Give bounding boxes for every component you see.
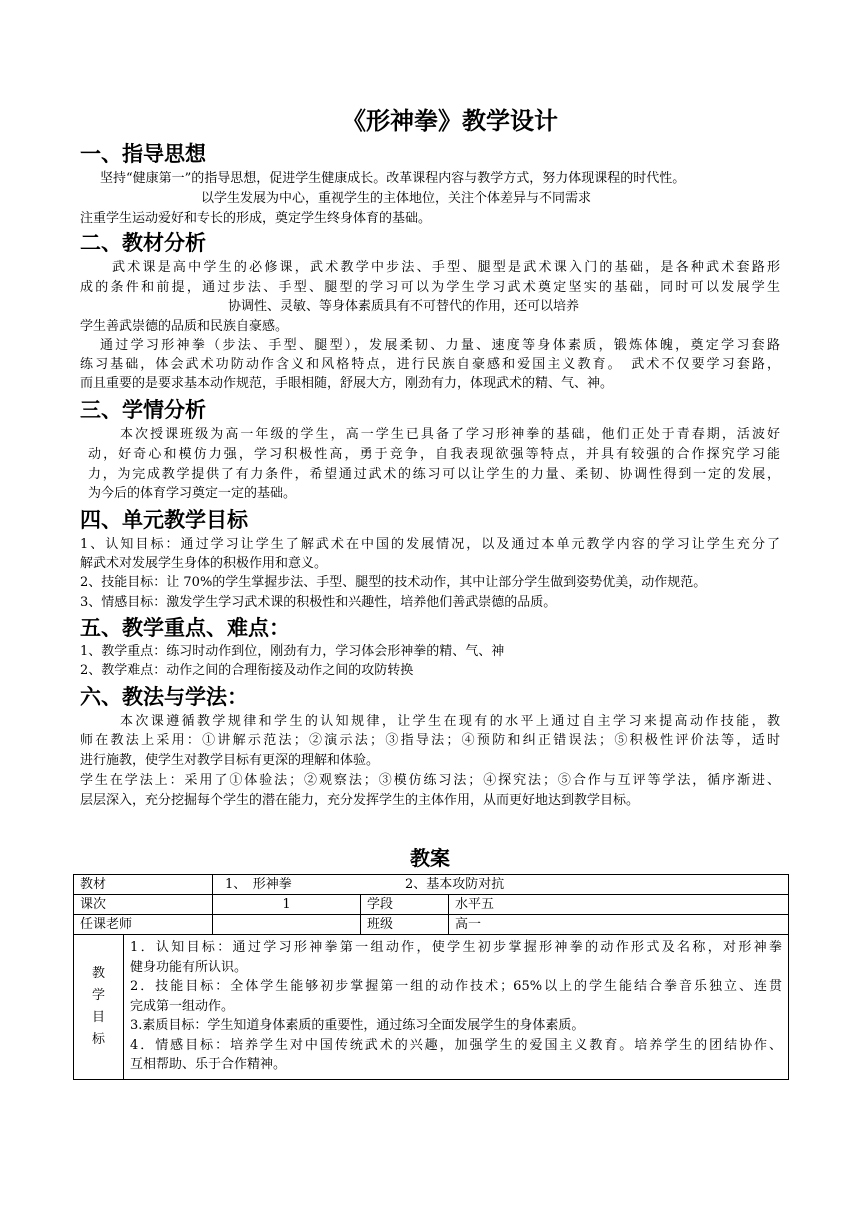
table-cell-material	[213, 875, 789, 895]
document-title: 《形神拳》教学设计	[342, 106, 558, 135]
paragraph-line: 力，为完成教学提供了有力条件，希望通过武术的练习可以让学生的力量、柔韧、协调性得到一定的发展，	[88, 467, 780, 482]
paragraph-line: 通过学习形神拳（步法、手型、腿型），发展柔韧、力量、速度等身体素质，锻炼体魄，奠定学习套路	[100, 338, 780, 353]
section-heading-key-points: 五、教学重点、难点：	[80, 616, 290, 640]
paragraph-line: 层层深入，充分挖掘每个学生的潜在能力，充分发挥学生的主体作用，从而更好地达到教学目标。	[80, 793, 640, 808]
paragraph-line: 武术课是高中学生的必修课，武术教学中步法、手型、腿型是武术课入门的基础，是各种武术套路形	[112, 260, 780, 275]
table-cell-label: 学段	[361, 895, 449, 915]
table-cell-value	[213, 915, 361, 935]
goals-label-char: 目	[91, 1010, 105, 1025]
goal-line: 健身功能有所认识。	[130, 959, 248, 975]
goals-label-char: 教	[91, 966, 105, 981]
paragraph-line: 注重学生运动爱好和专长的形成，奠定学生终身体育的基础。	[80, 211, 432, 226]
goals-label-char: 标	[91, 1032, 105, 1047]
paragraph-line: 以学生发展为中心，重视学生的主体地位，关注个体差异与不同需求	[201, 191, 592, 206]
table-cell-label: 任课老师	[74, 915, 213, 935]
goal-line: 互相帮助、乐于合作精神。	[130, 1057, 287, 1072]
table-row	[74, 915, 789, 935]
paragraph-line: 坚持“健康第一”的指导思想，促进学生健康成长。改革课程内容与教学方式，努力体现课程的时代性。	[100, 171, 686, 186]
paragraph-line: 学生在学法上：采用了①体验法；②观察法；③模仿练习法；④探究法；⑤合作与互评等学法，循序渐进、	[80, 773, 780, 788]
teaching-goals-row	[74, 935, 789, 1080]
paragraph-line: 而且重要的是要求基本动作规范，手眼相随，舒展大方，刚劲有力，体现武术的精、气、神。	[80, 376, 614, 391]
paragraph-line: 为今后的体育学习奠定一定的基础。	[88, 486, 297, 501]
material-item-2: 2、基本攻防对抗	[405, 877, 505, 892]
table-row	[74, 875, 789, 895]
table-row	[74, 895, 789, 915]
paragraph-line: 师在教法上采用：①讲解示范法；②演示法；③指导法；④预防和纠正错误法；⑤积极性评价法等，适时	[80, 733, 780, 748]
table-row	[74, 935, 789, 1080]
section-heading-guiding-ideology: 一、指导思想	[80, 142, 206, 166]
material-item-1: 1、 形神拳	[225, 877, 292, 892]
paragraph-line: 本次授课班级为高一年级的学生，高一学生已具备了学习形神拳的基础，他们正处于青春期，活波好	[120, 427, 780, 442]
paragraph-line: 进行施教，使学生对教学目标有更深的理解和体验。	[80, 753, 380, 768]
table-cell-label: 教材	[74, 875, 213, 895]
paragraph-line: 3、情感目标：激发学生学习武术课的积极性和兴趣性，培养他们善武崇德的品质。	[80, 595, 557, 610]
teaching-goals-content	[124, 935, 788, 1079]
lesson-plan-table	[73, 874, 789, 1080]
goal-line: 完成第一组动作。	[130, 998, 235, 1014]
goal-line: 4．情感目标：培养学生对中国传统武术的兴趣，加强学生的爱国主义教育。培养学生的团结协作、	[130, 1037, 783, 1053]
paragraph-line: 1、教学重点：练习时动作到位，刚劲有力，学习体会形神拳的精、气、神	[80, 644, 505, 659]
paragraph-line: 2、教学难点：动作之间的合理衔接及动作之间的攻防转换	[80, 663, 414, 678]
goal-line: 3.素质目标：学生知道身体素质的重要性，通过练习全面发展学生的身体素质。	[130, 1018, 585, 1033]
section-heading-student-analysis: 三、学情分析	[80, 398, 206, 422]
paragraph-line: 练习基础，体会武术功防动作含义和风格特点，进行民族自豪感和爱国主义教育。 武术不仅要学习套路，	[80, 357, 780, 372]
goal-line: 2．技能目标：全体学生能够初步掌握第一组的动作技术；65%以上的学生能结合拳音乐独立、连贯	[130, 979, 783, 994]
goal-line: 1．认知目标：通过学习形神拳第一组动作，使学生初步掌握形神拳的动作形式及名称，对形神拳	[130, 940, 783, 955]
table-cell-value: 水平五	[449, 895, 789, 915]
section-heading-methods: 六、教法与学法：	[80, 685, 248, 709]
section-heading-material-analysis: 二、教材分析	[80, 231, 206, 255]
paragraph-line: 动，好奇心和模仿力强，学习积极性高，勇于竞争，自我表现欲强等特点，并具有较强的合作探究学习能	[88, 447, 780, 462]
paragraph-line: 2、技能目标：让 70%的学生掌握步法、手型、腿型的技术动作，其中让部分学生做到姿势优美，动作规范。	[80, 575, 707, 590]
paragraph-line: 1、认知目标：通过学习让学生了解武术在中国的发展情况，以及通过本单元教学内容的学习让学生充分了	[80, 537, 780, 552]
table-cell-value: 1	[213, 895, 361, 915]
table-cell-label: 课次	[74, 895, 213, 915]
paragraph-line: 本次课遵循教学规律和学生的认知规律，让学生在现有的水平上通过自主学习来提高动作技能，教	[120, 714, 780, 729]
table-cell-value: 高一	[449, 915, 789, 935]
paragraph-line: 协调性、灵敏、等身体素质具有不可替代的作用，还可以培养	[228, 299, 580, 314]
teaching-goals-label	[74, 935, 124, 1079]
paragraph-line: 成的条件和前提，通过步法、手型、腿型的学习可以为学生学习武术奠定坚实的基础，同时可以发展学生	[80, 280, 780, 295]
paragraph-line: 解武术对发展学生身体的积极作用和意义。	[80, 556, 328, 571]
paragraph-line: 学生善武崇德的品质和民族自豪感。	[80, 319, 289, 334]
table-cell-label: 班级	[361, 915, 449, 935]
section-heading-unit-goals: 四、单元教学目标	[80, 508, 248, 532]
lesson-plan-title: 教案	[410, 846, 450, 870]
goals-label-char: 学	[91, 988, 105, 1003]
